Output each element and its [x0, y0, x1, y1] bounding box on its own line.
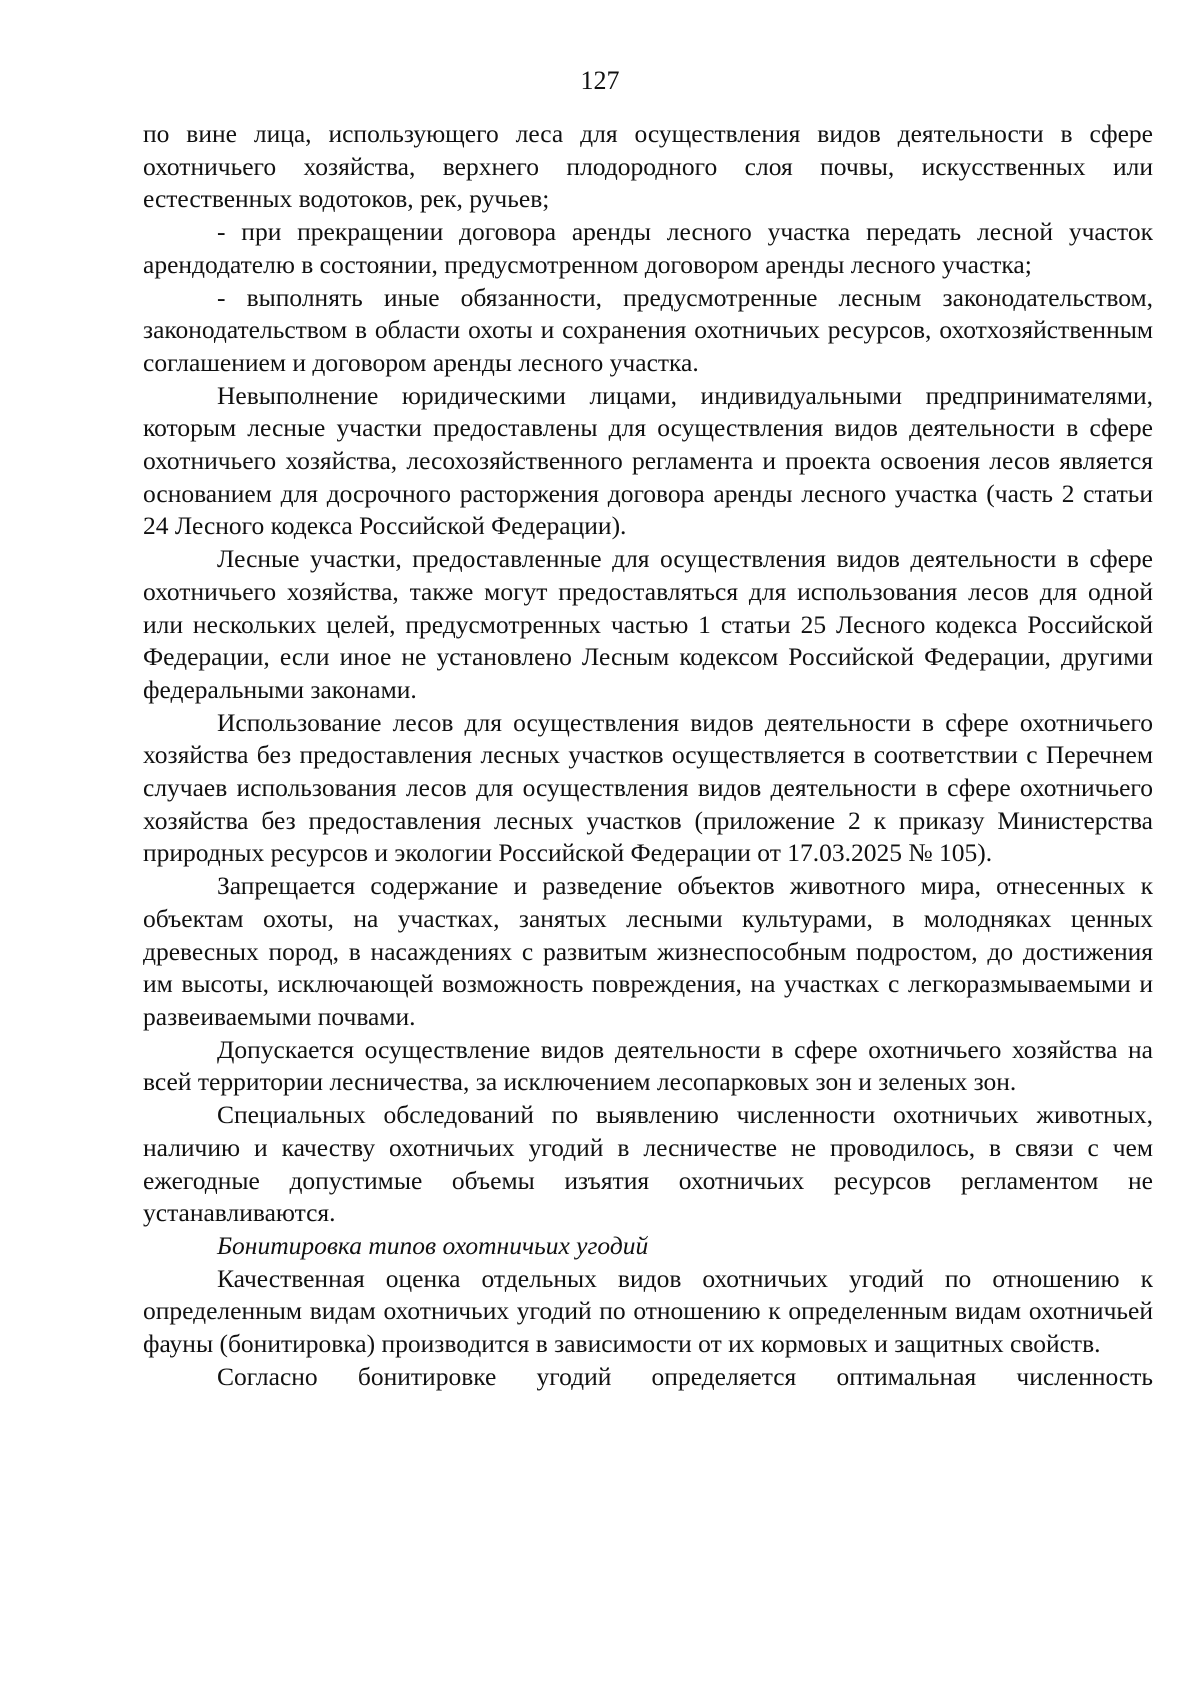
paragraph: Специальных обследований по выявлению численности охотничьих животных, наличию и качеству охотничьих угодий в лесничестве не проводилось, в связи с чем ежегодные допустимые объемы изъятия охотничьих ресурсов регламентом не устанавливаются. — [143, 1100, 1153, 1228]
paragraph: Качественная оценка отдельных видов охотничьих угодий по отношению к определенным видам охотничьих угодий по отношению к определенным видам охотничьей фауны (бонитировка) производится в зависимости от их кормовых и защитных свойств. — [143, 1263, 1153, 1359]
paragraph: Допускается осуществление видов деятельности в сфере охотничьего хозяйства на всей территории лесничества, за исключением лесопарковых зон и зеленых зон. — [143, 1034, 1153, 1097]
paragraph: Использование лесов для осуществления видов деятельности в сфере охотничьего хозяйства без предоставления лесных участков осуществляется в соответствии с Перечнем случаев использования лесов для осуществления видов деятельности в сфере охотничьего хозяйства без предоставления лесных участков (приложение 2 к приказу Министерства природных ресурсов и экологии Российской Федерации от 17.03.2025 № 105). — [143, 707, 1153, 868]
section-heading: Бонитировка типов охотничьих угодий — [217, 1230, 649, 1260]
list-item-paragraph: - выполнять иные обязанности, предусмотренные лесным законодательством, законодательством в области охоты и сохранения охотничьих ресурсов, охотхозяйственным соглашением и договором аренды лесного участка. — [143, 282, 1153, 377]
page-body — [143, 118, 1153, 1393]
paragraph: Запрещается содержание и разведение объектов животного мира, отнесенных к объектам охоты, на участках, занятых лесными культурами, в молодняках ценных древесных пород, в насаждениях с развитым жизнеспособным подростом, до достижения им высоты, исключающей возможность повреждения, на участках с легкоразмываемыми и развеиваемыми почвами. — [143, 871, 1153, 1031]
page-number: 127 — [580, 66, 620, 95]
list-item-paragraph: - при прекращении договора аренды лесного участка передать лесной участок арендодателю в состоянии, предусмотренном договором аренды лесного участка; — [143, 217, 1153, 279]
paragraph: по вине лица, использующего леса для осуществления видов деятельности в сфере охотничьего хозяйства, верхнего плодородного слоя почвы, искусственных или естественных водотоков, рек, ручьев; — [143, 119, 1153, 214]
paragraph: Лесные участки, предоставленные для осуществления видов деятельности в сфере охотничьего хозяйства, также могут предоставляться для использования лесов для одной или нескольких целей, предусмотренных частью 1 статьи 25 Лесного кодекса Российской Федерации, если иное не установлено Лесным кодексом Российской Федерации, другими федеральными законами. — [143, 544, 1153, 704]
paragraph: Невыполнение юридическими лицами, индивидуальными предпринимателями, которым лесные участки предоставлены для осуществления видов деятельности в сфере охотничьего хозяйства, лесохозяйственного регламента и проекта освоения лесов является основанием для досрочного расторжения договора аренды лесного участка (часть 2 статьи 24 Лесного кодекса Российской Федерации). — [143, 380, 1153, 541]
paragraph: Согласно бонитировке угодий определяется оптимальная численность — [217, 1361, 1153, 1391]
